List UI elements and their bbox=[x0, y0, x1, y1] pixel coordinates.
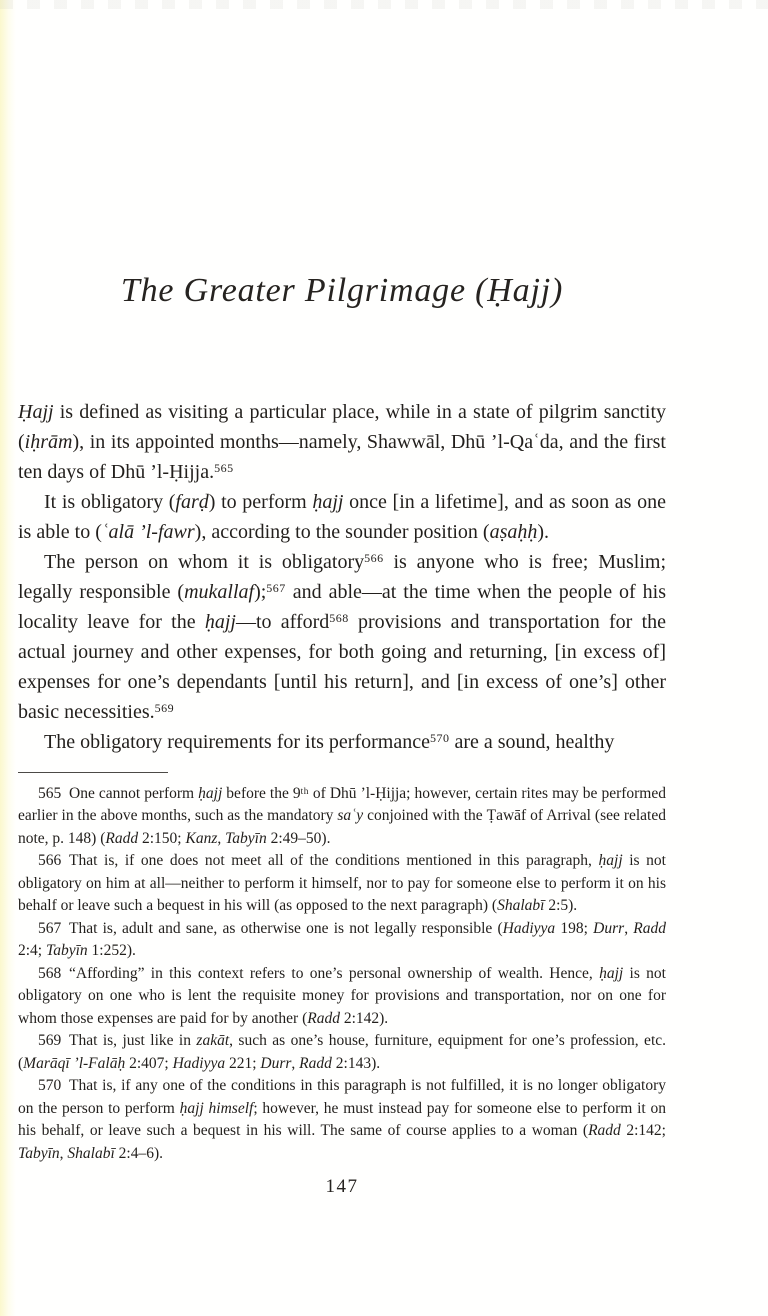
body-paragraph: The obligatory requirements for its performance$^{570}$ are a sound, healthy bbox=[44, 730, 615, 753]
footnotes-section bbox=[18, 783, 666, 1166]
body-paragraph: It is obligatory (farḍ) to perform ḥajj once [in a lifetime], and as soon as one is able to (ʿalā ’l-fawr), according to the sounder position (aṣaḥḥ). bbox=[18, 490, 666, 543]
footnote-565: 565 One cannot perform ḥajj before the 9th of Dhū ’l-Ḥijja; however, certain rites may be performed earlier in the above months, such as the mandatory saʿy conjoined with the Ṭawāf of Arrival (see related note, p. 148) (Radd 2:150; Kanz, Tabyīn 2:49–50). bbox=[18, 784, 666, 847]
footnote-567: 567 That is, adult and sane, as otherwise one is not legally responsible (Hadiyya 198; Durr, Radd 2:4; Tabyīn 1:252). bbox=[18, 919, 666, 959]
chapter-title: The Greater Pilgrimage (Ḥajj) bbox=[120, 272, 564, 309]
footnote-570: 570 That is, if any one of the conditions in this paragraph is not fulfilled, it is no longer obligatory on the person to perform ḥajj himself; however, he must instead pay for someone else to perform it on his behalf, or leave such a bequest in his will. The same of course applies to a woman (Radd 2:142; Tabyīn, Shalabī 2:4–6). bbox=[18, 1077, 666, 1162]
footnote-568: 568 “Affording” in this context refers to one’s personal ownership of wealth. Hence, ḥajj is not obligatory on one who is lent the requisite money for provisions and transportation, nor on one for whom those expenses are paid for by another (Radd 2:142). bbox=[18, 964, 666, 1027]
page-edge-tint bbox=[0, 0, 16, 1316]
footnote-566: 566 That is, if one does not meet all of the conditions mentioned in this paragraph, ḥajj is not obligatory on him at all—neither to perform it himself, nor to pay for someone else to perform it on his behalf or leave such a bequest in his will (as opposed to the next paragraph) (Shalabī 2:5). bbox=[18, 852, 666, 914]
footnote-569: 569 That is, just like in zakāt, such as one’s house, furniture, equipment for one’s profession, etc. (Marāqī ’l-Falāḥ 2:407; Hadiyya 221; Durr, Radd 2:143). bbox=[18, 1032, 667, 1072]
body-paragraph: The person on whom it is obligatory$^{566}$ is anyone who is free; Muslim; legally responsible (mukallaf);$^{567}$ and able—at the time when the people of his locality leave for the ḥajj—to afford$^{568}$ provisions and transportation for the actual journey and other expenses, for both going and returning, [in excess of] expenses for one’s dependants [until his return], and [in excess of one’s] other basic necessities.$^{569}$ bbox=[18, 550, 667, 723]
page-content bbox=[18, 0, 666, 1165]
footnote-divider bbox=[18, 772, 168, 773]
body-text bbox=[18, 397, 666, 757]
body-paragraph: Ḥajj is defined as visiting a particular place, while in a state of pilgrim sanctity (iḥrām), in its appointed months—namely, Shawwāl, Dhū ’l-Qaʿda, and the first ten days of Dhū ’l-Ḥijja.$^{565}$ bbox=[18, 400, 666, 483]
page-number: 147 bbox=[325, 1176, 359, 1197]
